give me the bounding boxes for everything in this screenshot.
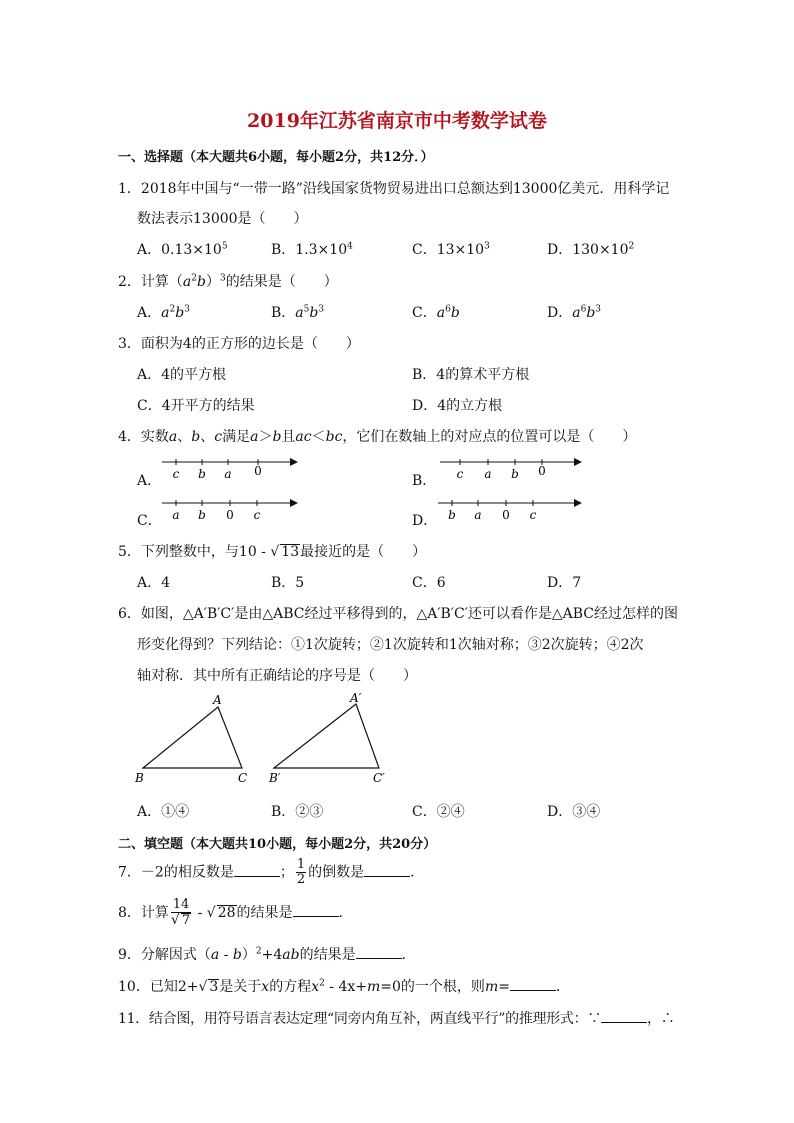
q4c-point-2: b [198,508,206,522]
vertex-b-prime-label: B′ [269,771,281,785]
q1-option-c: C．$13\times 10^3$ [412,241,490,258]
triangle-abc [143,707,242,768]
vertex-c-prime-label: C′ [373,771,385,785]
q4d-point-3: 0 [502,508,510,522]
q3-option-d: D．4的立方根 [412,398,503,414]
q6-stem-line2: 形变化得到？下列结论：①1次旋转；②1次旋转和1次轴对称；③2次旋转；④2次 [137,637,644,653]
q9-blank [356,946,402,959]
q9-stem: 9．分解因式（a - b）$^2$+4ab的结果是 ． [118,946,416,963]
q4c-point-1: a [172,508,180,522]
section-fill-heading: 二、填空题（本大题共10小题，每小题2分，共20分） [118,837,437,852]
vertex-a-prime-label: A′ [350,691,362,705]
q4-option-c-number-line [160,495,300,523]
q6-option-a: A．①④ [137,804,190,820]
vertex-b-label: B [135,771,144,785]
q3-option-a: A．4的平方根 [137,367,227,383]
q1-stem-line1: 1．2018年中国与“一带一路”沿线国家货物贸易进出口总额达到13000亿美元．用科学记 [118,181,670,197]
q2-option-d: D．$a^6b^3$ [547,304,602,321]
q4-option-d-label: D． [412,513,438,529]
q4d-point-2: a [474,508,482,522]
q4d-point-1: b [448,508,456,522]
q5-option-a: A．4 [137,575,171,591]
q3-option-b: B．4的算术平方根 [412,367,530,383]
q7-blank-1 [234,864,280,877]
q4b-point-1: c [456,467,464,481]
q6-option-d: D．③④ [547,804,601,820]
q11-stem: 11．结合图，用符号语言表达定理“同旁内角互补，两直线平行”的推理形式：∵ ，∴ [118,1011,675,1027]
q6-option-c: C．②④ [412,804,465,820]
q6-stem-line3: 轴对称．其中所有正确结论的序号是（ ） [137,668,417,684]
q7-blank-2 [364,864,410,877]
q4c-point-3: 0 [226,508,234,522]
q10-stem: 10．已知2+√ 3是关于x的方程$x^2 - 4x+m=0$的一个根，则m= ． [118,978,570,995]
q5-stem: 5．下列整数中，与10 - √ 13最接近的是（ ） [118,544,427,560]
q1-option-b: B．$1.3\times 10^4$ [271,241,353,258]
page-title: 2019年江苏省南京市中考数学试卷 [247,110,547,132]
q6-stem-line1: 6．如图，△A′B′C′是由△ABC经过平移得到的，△A′B′C′还可以看作是△ABC经过怎样的图 [118,606,679,622]
q4-option-b-number-line [438,454,584,482]
q4a-point-4: 0 [254,464,262,478]
q3-option-c: C．4开平方的结果 [137,398,255,414]
q2-option-b: B．$a^5b^3$ [271,304,325,321]
section-choice-heading: 一、选择题（本大题共6小题，每小题2分，共12分．） [118,150,434,165]
q3-stem: 3．面积为4的正方形的边长是（ ） [118,336,360,352]
q4-option-c-label: C． [137,513,162,529]
q10-blank [510,978,556,991]
q1-option-d: D．$130\times 10^2$ [547,241,635,258]
q5-option-b: B．5 [271,575,305,591]
q6-triangles-figure [130,690,400,790]
q4d-point-4: c [529,508,537,522]
q8-stem: 8．计算 $\frac{14}{√ 7}$ - √ 28的结果是 ． [118,897,353,928]
q4a-point-3: a [224,467,232,481]
q5-option-c: C．6 [412,575,446,591]
q5-option-d: D．7 [547,575,582,591]
q1-stem-line2: 数法表示13000是（ ） [137,211,308,227]
q4-option-d-number-line [436,495,586,523]
q4b-point-3: b [511,467,519,481]
q4-stem: 4．实数a、b、c满足a＞b且ac＜bc，它们在数轴上的对应点的位置可以是（ ） [118,429,637,445]
q4c-point-4: c [253,508,261,522]
q2-option-a: A．$a^2b^3$ [137,304,190,321]
q7-stem: 7．－2的相反数是 ； $\frac{1}{2}$ 的倒数是 ． [118,857,425,887]
q11-blank [601,1010,647,1023]
q4a-point-1: c [172,467,180,481]
vertex-a-label: A [213,693,222,707]
q4a-point-2: b [198,467,206,481]
q4b-point-4: 0 [538,464,546,478]
q6-option-b: B．②③ [271,804,324,820]
q4-option-a-label: A． [137,473,162,489]
triangle-a-prime-b-prime-c-prime [274,704,379,768]
q2-option-c: C．$a^6b$ [412,304,460,321]
q4b-point-2: a [484,467,492,481]
q4-option-a-number-line [160,454,300,482]
vertex-c-label: C [238,771,248,785]
q2-stem: 2．计算$(a^2b)^3$的结果是（ ） [118,273,338,290]
q1-option-a: A．$0.13\times 10^5$ [137,241,228,258]
q8-blank [293,904,339,917]
q4-option-b-label: B． [412,473,437,489]
